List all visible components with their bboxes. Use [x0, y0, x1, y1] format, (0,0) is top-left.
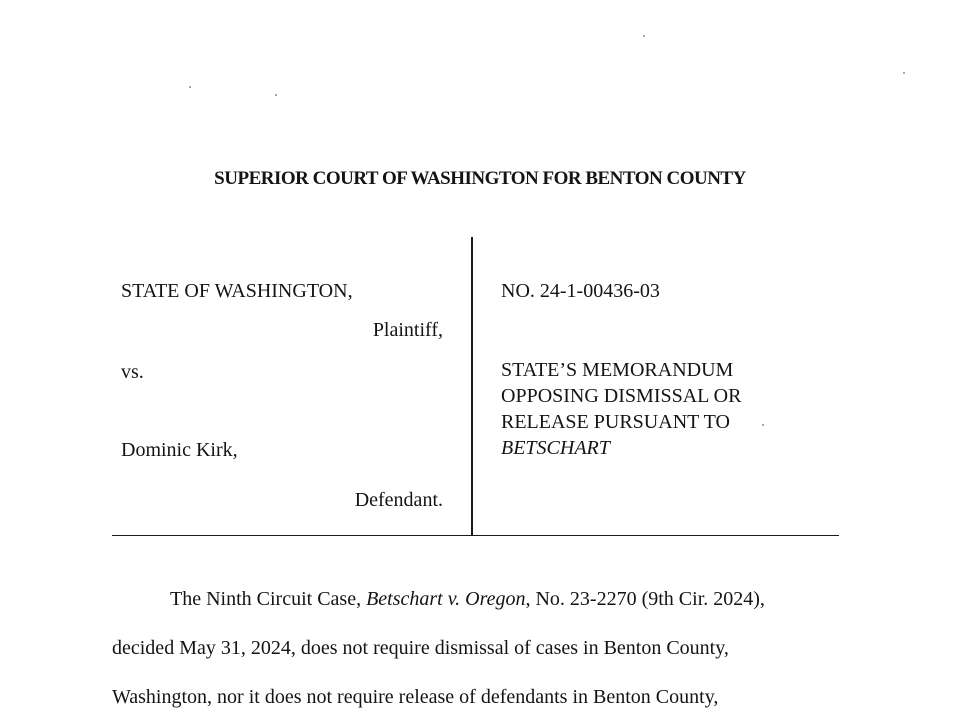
document-title [501, 357, 741, 461]
document-title-case-name: BETSCHART [501, 437, 610, 459]
scan-speck [903, 72, 905, 74]
court-title: SUPERIOR COURT OF WASHINGTON FOR BENTON COUNTY [214, 168, 746, 189]
body-paragraph-line [170, 587, 765, 611]
versus-label: vs. [121, 361, 144, 383]
case-citation: Betschart v. Oregon [366, 588, 526, 610]
scan-speck [275, 94, 277, 96]
defendant-role: Defendant. [354, 489, 443, 511]
body-text: The Ninth Circuit Case, [170, 588, 367, 610]
scan-speck [643, 35, 645, 37]
caption-rule [112, 535, 839, 536]
case-number: NO. 24-1-00436-03 [501, 280, 660, 302]
defendant-name: Dominic Kirk, [121, 439, 238, 461]
scan-speck [189, 86, 191, 88]
document-title-line: RELEASE PURSUANT TO [501, 411, 730, 433]
plaintiff-role: Plaintiff, [372, 319, 443, 341]
document-title-line: OPPOSING DISMISSAL OR [501, 385, 742, 407]
body-text: , No. 23-2270 (9th Cir. 2024), [525, 588, 765, 610]
body-paragraph-line: Washington, nor it does not require release of defendants in Benton County, [112, 686, 719, 708]
body-paragraph-line: decided May 31, 2024, does not require dismissal of cases in Benton County, [112, 637, 729, 659]
caption-divider [471, 237, 473, 536]
plaintiff-name: STATE OF WASHINGTON, [121, 280, 353, 302]
scan-speck [762, 424, 764, 426]
document-title-line: STATE’S MEMORANDUM [501, 359, 734, 381]
